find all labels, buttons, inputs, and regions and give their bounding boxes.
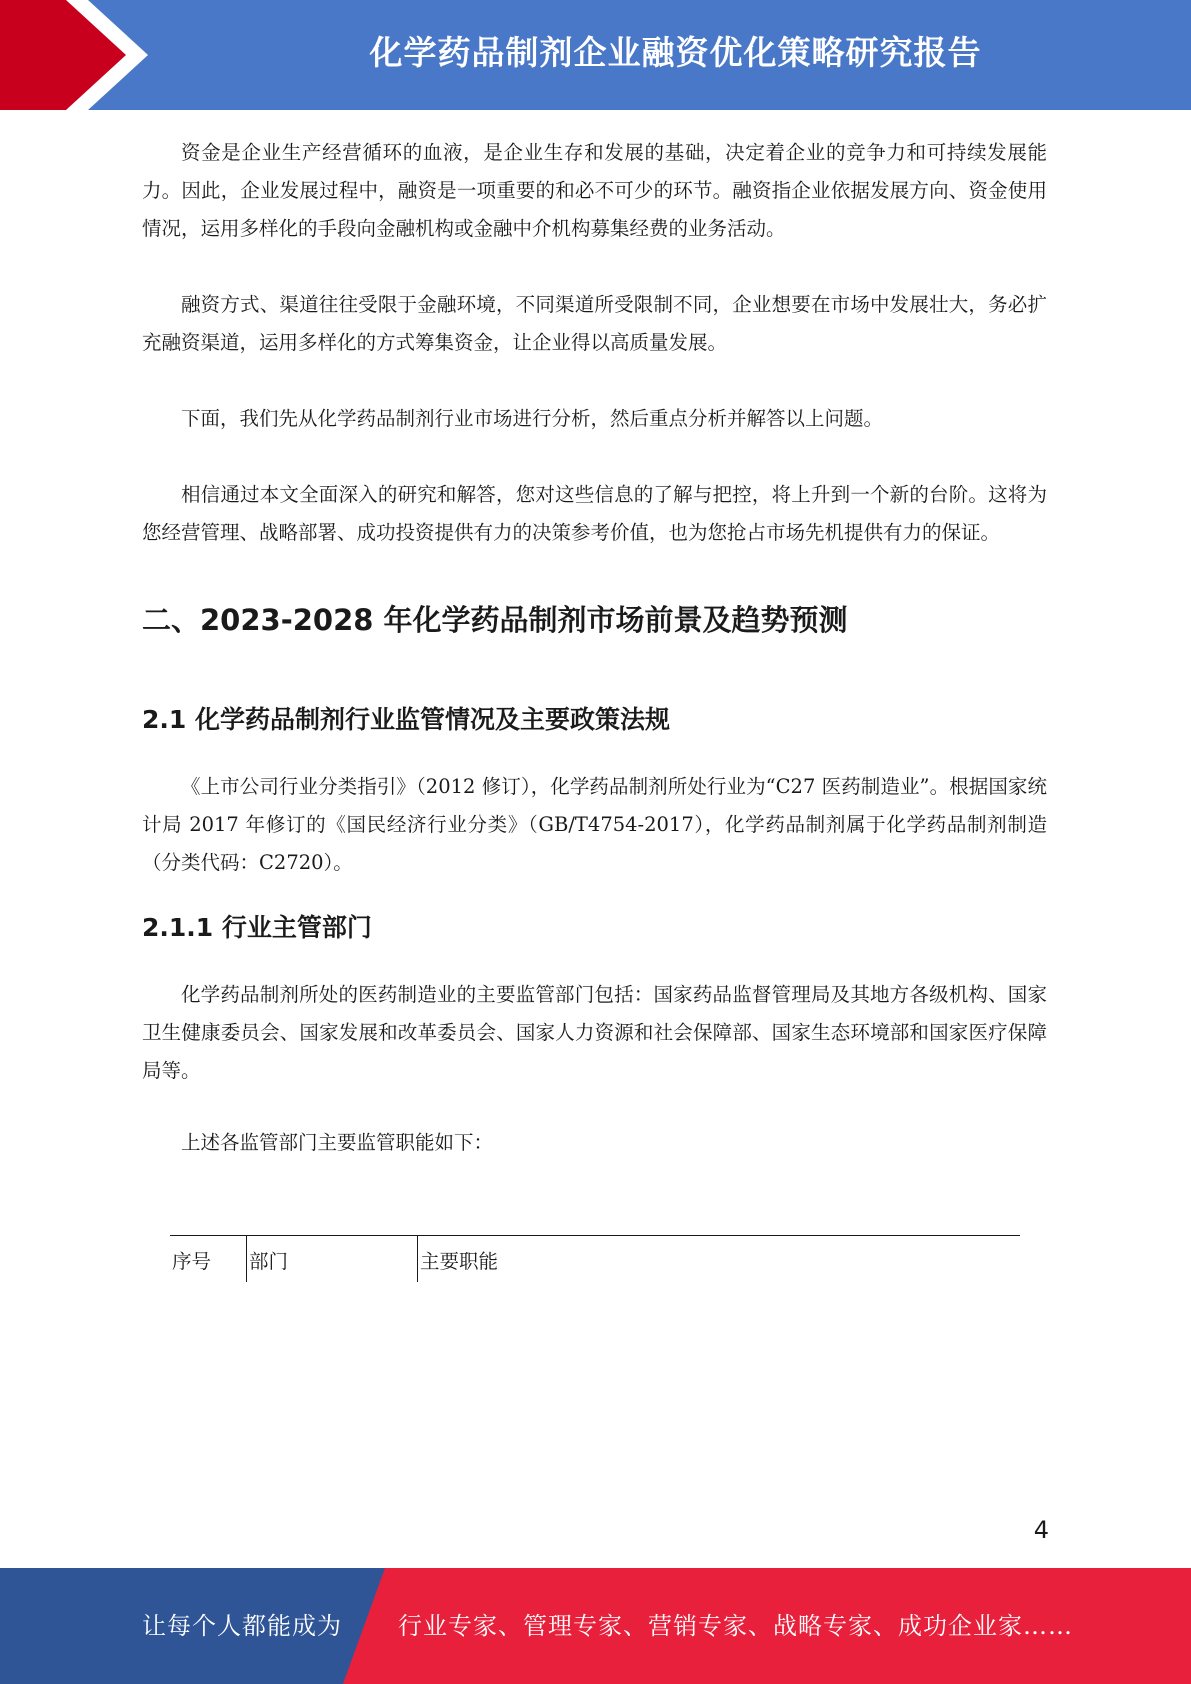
page-number: 4 — [1033, 1516, 1049, 1544]
table-header-function: 主要职能 — [418, 1236, 1021, 1283]
footer-banner — [0, 1568, 1191, 1684]
intro-paragraph-2: 融资方式、渠道往往受限于金融环境，不同渠道所受限制不同，企业想要在市场中发展壮大，务必扩充融资渠道，运用多样化的方式筹集资金，让企业得以高质量发展。 — [142, 293, 1047, 354]
intro-paragraph-3: 下面，我们先从化学药品制剂行业市场进行分析，然后重点分析并解答以上问题。 — [181, 407, 884, 430]
header-banner — [0, 0, 1191, 110]
document-body — [142, 134, 1047, 1162]
functions-table — [170, 1235, 1020, 1282]
intro-paragraph-1: 资金是企业生产经营循环的血液，是企业生存和发展的基础，决定着企业的竞争力和可持续发展能力。因此，企业发展过程中，融资是一项重要的和必不可少的环节。融资指企业依据发展方向、资金使用情况，运用多样化的手段向金融机构或金融中介机构募集经费的业务活动。 — [142, 141, 1047, 240]
departments-paragraph: 化学药品制剂所处的医药制造业的主要监管部门包括：国家药品监督管理局及其地方各级机构、国家卫生健康委员会、国家发展和改革委员会、国家人力资源和社会保障部、国家生态环境部和国家医疗保障局等。 — [142, 983, 1047, 1082]
functions-intro-paragraph: 上述各监管部门主要监管职能如下： — [181, 1131, 494, 1154]
subsection-paragraph: 《上市公司行业分类指引》（2012 修订），化学药品制剂所处行业为“C27 医药制造业”。根据国家统计局 2017 年修订的《国民经济行业分类》（GB/T4754-2017），化学药品制剂属于化学药品制剂制造（分类代码：C2720）。 — [142, 775, 1047, 874]
footer-slogan-left: 让每个人都能成为 — [142, 1612, 342, 1640]
subsection-heading: 2.1 化学药品制剂行业监管情况及主要政策法规 — [142, 705, 670, 734]
section-heading: 二、2023-2028 年化学药品制剂市场前景及趋势预测 — [142, 603, 848, 637]
table-header-row — [170, 1236, 1020, 1283]
report-title: 化学药品制剂企业融资优化策略研究报告 — [369, 33, 982, 72]
table-header-dept: 部门 — [247, 1236, 418, 1283]
footer-slogan-right: 行业专家、管理专家、营销专家、战略专家、成功企业家…… — [398, 1612, 1073, 1640]
sub-subsection-heading: 2.1.1 行业主管部门 — [142, 913, 372, 942]
header-arrow-decoration — [0, 0, 160, 110]
table-header-seq: 序号 — [170, 1236, 247, 1283]
intro-paragraph-4: 相信通过本文全面深入的研究和解答，您对这些信息的了解与把控，将上升到一个新的台阶。这将为您经营管理、战略部署、成功投资提供有力的决策参考价值，也为您抢占市场先机提供有力的保证。 — [142, 483, 1047, 544]
